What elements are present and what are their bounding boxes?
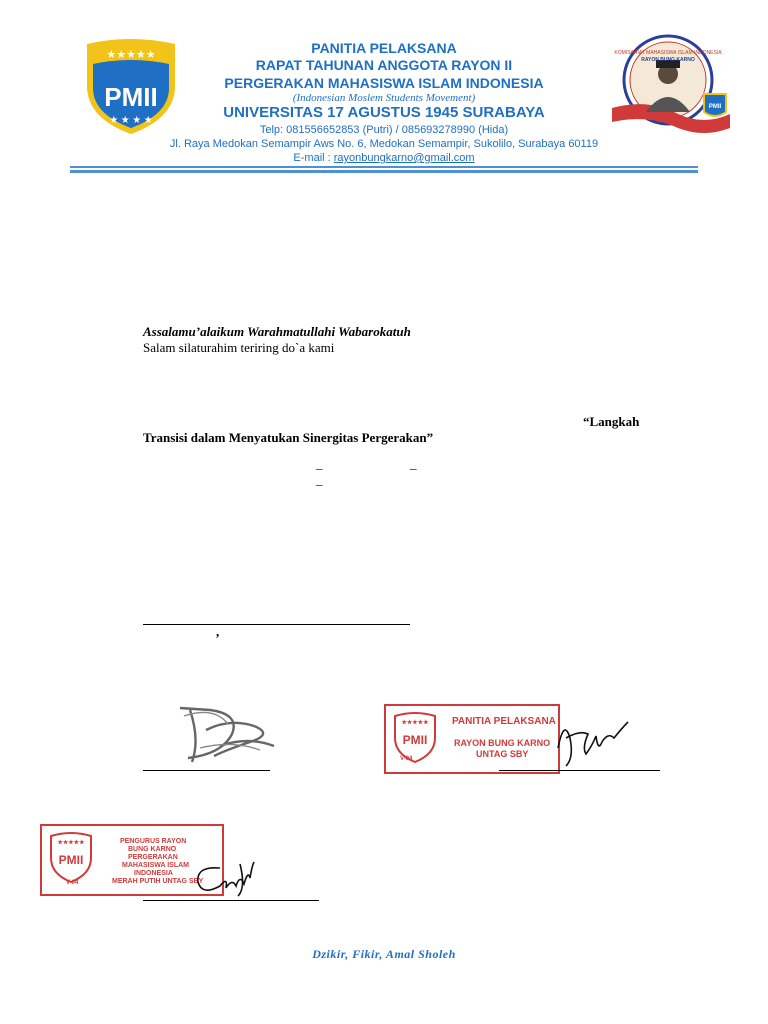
svg-text:★ ★ ★ ★: ★ ★ ★ ★ [109,115,153,126]
board-stamp-line5: INDONESIA [134,870,173,877]
board-stamp-badge: PMII [58,853,84,867]
org-committee-title: PANITIA PELAKSANA [311,40,457,56]
board-stamp-shield-icon [48,832,94,884]
greeting: Assalamu’alaikum Warahmatullahi Wabarokatuh [143,324,411,339]
board-stamp-line4: MAHASISWA ISLAM [122,862,190,869]
email-link[interactable]: rayonbungkarno@gmail.com [333,152,475,164]
committee-stamp-badge: PMII [402,733,428,747]
committee-stamp-title: PANITIA PELAKSANA [452,716,556,727]
signature-right [552,708,632,770]
board-stamp-line2: BUNG KARNO [128,846,177,853]
blank-line [143,624,410,625]
rayon-logo-badge-text: PMII [708,104,722,110]
signature-bottom [190,858,260,898]
board-stamp-line1: PENGURUS RAYON [120,838,187,845]
board-stamp-line3: PERGERAKAN [128,854,178,861]
dash-mark: _ [316,456,323,471]
signature-left [170,700,280,766]
org-name: PERGERAKAN MAHASISWA ISLAM INDONESIA [224,75,544,91]
svg-text:★★★★★: ★★★★★ [401,720,429,726]
committee-stamp [384,704,560,774]
header-divider-thick [70,170,698,173]
email-line [0,152,768,164]
comma-mark: , [216,624,220,639]
committee-stamp-code: V-04 [400,756,413,762]
org-name-english: (Indonesian Moslem Students Movement) [292,92,476,104]
signature-line-bottom [143,900,319,901]
rayon-logo-name: RAYON BUNG KARNO [641,57,695,63]
phone-line: Telp: 081556652853 (Putri) / 085693278990 (Hida) [259,124,509,136]
header-divider-thin [70,166,698,168]
address-line: Jl. Raya Medokan Semampir Aws No. 6, Medokan Semampir, Sukolilo, Surabaya 60119 [169,138,599,150]
committee-stamp-line2: RAYON BUNG KARNO [454,738,551,748]
svg-text:★★★★★: ★★★★★ [57,840,85,846]
salam-line: Salam silaturahim teriring do`a kami [143,340,335,355]
theme-open: “Langkah [583,414,640,429]
rayon-logo-ring-text: KOMISARIAT MAHASISWA ISLAM INDONESIA [614,50,722,56]
svg-text:★★★★★: ★★★★★ [106,49,156,61]
signature-line-right [499,770,660,771]
dash-mark: _ [410,456,417,471]
dash-mark: _ [316,472,323,487]
event-title: RAPAT TAHUNAN ANGGOTA RAYON II [255,57,513,73]
university-name: UNIVERSITAS 17 AGUSTUS 1945 SURABAYA [223,104,545,121]
board-stamp-line6: MERAH PUTIH UNTAG SBY [112,878,204,885]
email-label: E-mail : [293,152,334,164]
pmii-logo-left-text: PMII [104,82,158,112]
footer-motto: Dzikir, Fikir, Amal Sholeh [312,947,456,961]
committee-stamp-line3: UNTAG SBY [476,749,529,759]
committee-stamp-shield-icon [392,712,438,764]
theme-rest: Transisi dalam Menyatukan Sinergitas Pergerakan” [143,430,434,445]
board-stamp-code: V-04 [66,880,79,886]
signature-line-left [143,770,270,771]
